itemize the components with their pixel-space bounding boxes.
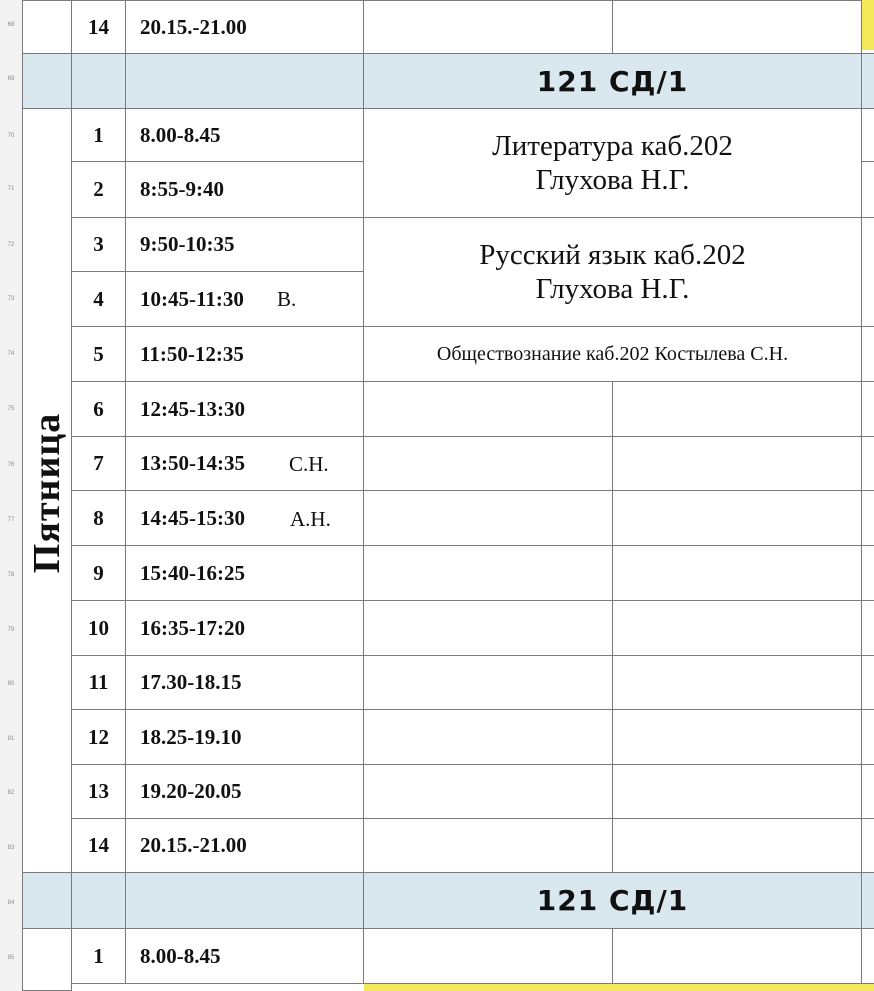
cell-empty[interactable] <box>612 764 862 819</box>
cell-empty[interactable] <box>612 381 862 437</box>
lesson-number-cell[interactable]: 9 <box>71 545 126 601</box>
cell-empty[interactable] <box>363 436 613 491</box>
overflow-text: В. <box>277 287 297 311</box>
cell-empty[interactable] <box>363 600 613 656</box>
cell-empty[interactable] <box>861 818 874 873</box>
group-header-band[interactable] <box>125 872 364 929</box>
lesson-number-cell[interactable]: 1 <box>71 928 126 984</box>
group-header-band[interactable] <box>22 872 72 929</box>
lesson-time-cell[interactable]: 18.25-19.10 <box>125 709 364 765</box>
lesson-time-cell[interactable]: 19.20-20.05 <box>125 764 364 819</box>
lesson-number-cell[interactable]: 11 <box>71 655 126 710</box>
row-number: 68 <box>7 22 15 28</box>
cell-empty[interactable] <box>861 545 874 601</box>
cell-empty[interactable] <box>861 600 874 656</box>
cell-empty[interactable] <box>22 928 72 991</box>
cell-empty[interactable] <box>363 928 613 984</box>
lesson-time-cell[interactable]: 12:45-13:30 <box>125 381 364 437</box>
lesson-number-cell[interactable]: 14 <box>71 818 126 873</box>
cell-empty[interactable] <box>612 600 862 656</box>
row-number: 70 <box>7 133 15 139</box>
cell-empty[interactable] <box>22 0 72 54</box>
subject-name: Русский язык каб.202 <box>479 239 746 271</box>
row-number: 74 <box>7 351 15 357</box>
cell-empty[interactable] <box>861 764 874 819</box>
lesson-time-cell[interactable]: 13:50-14:35 <box>125 436 364 491</box>
lesson-time-cell[interactable]: 20.15.-21.00 <box>125 818 364 873</box>
lesson-number-cell[interactable]: 10 <box>71 600 126 656</box>
group-title[interactable]: 121 СД/1 <box>363 872 862 929</box>
row-number: 83 <box>7 845 15 851</box>
row-number: 78 <box>7 572 15 578</box>
cell-empty[interactable] <box>612 709 862 765</box>
row-number: 75 <box>7 406 15 412</box>
cell-empty[interactable] <box>612 655 862 710</box>
cell-empty[interactable] <box>363 0 613 54</box>
cell-empty[interactable] <box>861 709 874 765</box>
subject-cell-literature[interactable] <box>363 108 862 218</box>
cell-empty[interactable] <box>861 655 874 710</box>
row-number: 80 <box>7 681 15 687</box>
group-header-band[interactable] <box>861 872 874 929</box>
lesson-number-cell[interactable]: 4 <box>71 271 126 327</box>
row-number: 79 <box>7 627 15 633</box>
lesson-time-cell[interactable]: 8.00-8.45 <box>125 108 364 162</box>
row-number: 77 <box>7 517 15 523</box>
row-number: 69 <box>7 76 15 82</box>
cell-empty[interactable] <box>363 545 613 601</box>
group-header-band[interactable] <box>22 53 72 109</box>
cell-empty[interactable] <box>363 490 613 546</box>
cell-empty[interactable] <box>612 818 862 873</box>
cell-empty[interactable] <box>861 326 874 382</box>
lesson-number-cell[interactable]: 2 <box>71 161 126 218</box>
cell-empty[interactable] <box>612 490 862 546</box>
teacher-name: Глухова Н.Г. <box>535 273 690 305</box>
subject-cell-russian[interactable] <box>363 217 862 327</box>
lesson-number-cell[interactable]: 13 <box>71 764 126 819</box>
lesson-time-cell[interactable]: 15:40-16:25 <box>125 545 364 601</box>
row-number: 84 <box>7 900 15 906</box>
cell-empty[interactable] <box>861 217 874 327</box>
cell-empty[interactable] <box>363 381 613 437</box>
cell-empty[interactable] <box>861 381 874 437</box>
group-header-band[interactable] <box>125 53 364 109</box>
group-header-band[interactable] <box>71 872 126 929</box>
cell-empty[interactable] <box>612 545 862 601</box>
cell-empty[interactable] <box>363 818 613 873</box>
cell-empty[interactable] <box>363 764 613 819</box>
cell-empty[interactable] <box>861 436 874 491</box>
cell-empty[interactable] <box>612 928 862 984</box>
cell-empty[interactable] <box>861 161 874 218</box>
lesson-time-cell[interactable]: 16:35-17:20 <box>125 600 364 656</box>
cell-empty[interactable] <box>861 928 874 984</box>
group-header-band[interactable] <box>861 53 874 109</box>
row-number: 81 <box>7 736 15 742</box>
lesson-time-cell[interactable]: 11:50-12:35 <box>125 326 364 382</box>
lesson-number-cell[interactable]: 6 <box>71 381 126 437</box>
group-title[interactable]: 121 СД/1 <box>363 53 862 109</box>
row-number-gutter <box>0 0 23 991</box>
lesson-time-cell[interactable]: 14:45-15:30 <box>125 490 364 546</box>
subject-name: Литература каб.202 <box>492 130 733 162</box>
row-number: 82 <box>7 790 15 796</box>
lesson-number-cell[interactable]: 3 <box>71 217 126 272</box>
overflow-text: А.Н. <box>290 507 331 531</box>
row-number: 76 <box>7 462 15 468</box>
cell-empty[interactable] <box>861 490 874 546</box>
lesson-time-cell[interactable]: 10:45-11:30 <box>125 271 364 327</box>
cell-empty[interactable] <box>612 436 862 491</box>
day-label: Пятница <box>26 412 68 574</box>
lesson-time-cell[interactable]: 8.00-8.45 <box>125 928 364 984</box>
lesson-time-cell[interactable]: 9:50-10:35 <box>125 217 364 272</box>
group-header-band[interactable] <box>71 53 126 109</box>
cell-empty[interactable] <box>612 0 862 54</box>
overflow-text: С.Н. <box>289 452 329 476</box>
teacher-name: Глухова Н.Г. <box>535 164 690 196</box>
lesson-number-cell[interactable]: 14 <box>71 0 126 54</box>
lesson-time-cell[interactable]: 20.15.-21.00 <box>125 0 364 54</box>
lesson-number-cell[interactable]: 1 <box>71 108 126 162</box>
row-number: 71 <box>7 186 15 192</box>
lesson-time-cell[interactable]: 17.30-18.15 <box>125 655 364 710</box>
lesson-number-cell[interactable]: 12 <box>71 709 126 765</box>
lesson-number-cell[interactable]: 8 <box>71 490 126 546</box>
lesson-number-cell[interactable]: 7 <box>71 436 126 491</box>
row-number: 73 <box>7 296 15 302</box>
highlight-edge <box>861 0 874 50</box>
highlight-edge <box>364 984 874 991</box>
lesson-time-cell[interactable]: 8:55-9:40 <box>125 161 364 218</box>
cell-empty[interactable] <box>363 655 613 710</box>
lesson-number-cell[interactable]: 5 <box>71 326 126 382</box>
row-number: 72 <box>7 242 15 248</box>
subject-cell-social-studies[interactable]: Обществознание каб.202 Костылева С.Н. <box>363 326 862 382</box>
cell-empty[interactable] <box>363 709 613 765</box>
cell-empty[interactable] <box>861 108 874 162</box>
row-number: 85 <box>7 955 15 961</box>
